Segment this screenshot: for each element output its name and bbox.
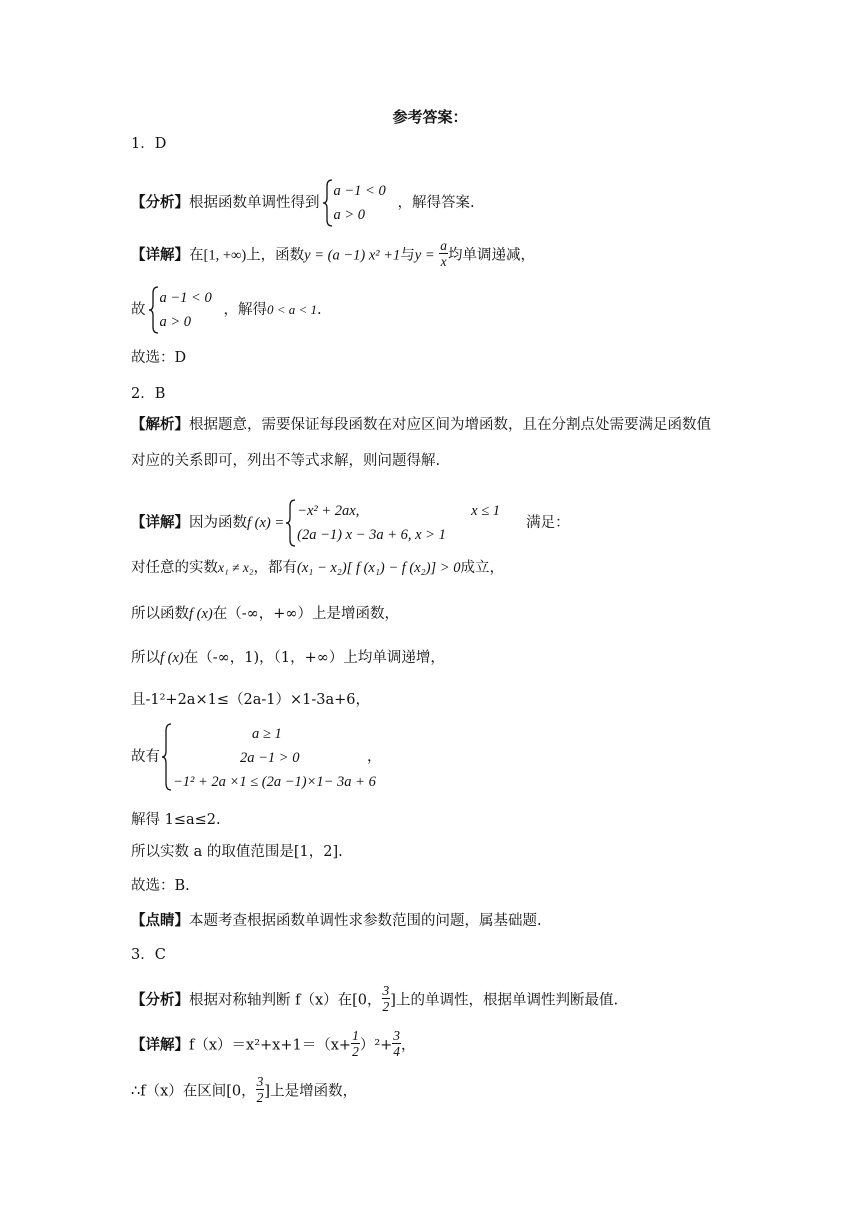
sys-row-3: −1² + 2a ×1 ≤ (2a −1)×1− 3a + 6 xyxy=(173,774,376,790)
q1-detail xyxy=(131,240,535,271)
fraction-3-over-4 xyxy=(392,1028,401,1059)
denominator: 2 xyxy=(256,1090,264,1105)
left-brace-icon xyxy=(148,285,160,335)
text: 所以函数 xyxy=(131,606,189,622)
left-brace-icon xyxy=(161,722,173,792)
analysis-tag: 【分析】 xyxy=(131,992,189,1009)
sys-row-1: a −1 < 0 xyxy=(159,290,212,306)
q2-condition: 且-1²+2a×1≤（2a-1）×1-3a+6， xyxy=(131,692,370,708)
denominator: 2 xyxy=(352,1044,359,1059)
q2-solve: 解得 1≤a≤2. xyxy=(131,812,221,828)
text: . xyxy=(317,302,322,318)
sys-row-2: a > 0 xyxy=(333,207,366,223)
text: ∴f（x）在区间[0， xyxy=(131,1083,256,1100)
denominator: 2 xyxy=(382,999,390,1014)
text: 故 xyxy=(131,302,146,318)
f-of-x: f (x) xyxy=(160,650,184,666)
text: 满足： xyxy=(526,515,570,531)
q2-answer: 故选：B. xyxy=(131,878,190,894)
text: 上，函数 xyxy=(246,247,305,264)
q2-number: 2．B xyxy=(131,386,166,402)
fraction-3-over-2 xyxy=(382,983,391,1014)
x1-neq-x2: x₁ ≠ x₂ xyxy=(218,560,254,575)
function-2-lhs: y = xyxy=(414,247,435,264)
interval: [1, +∞) xyxy=(203,247,247,264)
piece-2-expr: (2a −1) x − 3a + 6, x > 1 xyxy=(297,527,446,543)
text: 根据题意，需要保证每段函数在对应区间为增函数，且在分割点处需要满足函数值 xyxy=(189,417,711,433)
q2-detail xyxy=(131,498,570,548)
page-title: 参考答案： xyxy=(392,108,468,126)
numerator: 3 xyxy=(256,1074,264,1089)
text: 对任意的实数 xyxy=(131,560,218,576)
q3-analysis xyxy=(131,985,618,1016)
q2-analysis-line2: 对应的关系即可，列出不等式求解，则问题得解. xyxy=(131,453,441,469)
text: ）²+ xyxy=(359,1037,393,1054)
sys-row-1: a ≥ 1 xyxy=(252,726,282,742)
q1-therefore xyxy=(131,285,322,335)
text: 因为函数 xyxy=(189,515,247,531)
sys-row-2: a > 0 xyxy=(159,314,192,330)
text: 所以 xyxy=(131,650,160,666)
solve-result: 0 < a < 1 xyxy=(267,302,318,317)
q3-detail xyxy=(131,1030,416,1061)
text: f（x）＝x²+x+1＝（x+ xyxy=(189,1037,352,1054)
denominator: 4 xyxy=(393,1044,401,1059)
text: ]上是增函数， xyxy=(264,1083,358,1100)
piece-1-expr: −x² + 2ax, xyxy=(297,503,360,519)
q3-number: 3．C xyxy=(131,947,166,963)
text: ]上的单调性，根据单调性判断最值. xyxy=(390,992,619,1009)
sys-row-2: 2a −1 > 0 xyxy=(240,750,300,766)
analysis-tail: ，解得答案. xyxy=(397,195,475,211)
text: ，解得 xyxy=(223,302,267,318)
text: ， xyxy=(367,749,382,765)
numerator: 3 xyxy=(382,983,390,998)
denominator: x xyxy=(440,254,447,269)
q3-conclusion xyxy=(131,1076,357,1107)
fraction-3-over-2 xyxy=(256,1074,265,1105)
text: 在（-∞，1)，（1，+∞）上均单调递增， xyxy=(183,650,445,666)
text: 在（-∞，+∞）上是增函数， xyxy=(212,606,399,622)
numerator: 1 xyxy=(352,1028,359,1043)
inequality: (x₁ − x₂)[ f (x₁) − f (x₂)] > 0 xyxy=(297,560,461,576)
text: ，都有 xyxy=(253,560,298,576)
q2-increasing-2 xyxy=(131,648,445,668)
numerator: 3 xyxy=(393,1028,401,1043)
detail-tag: 【详解】 xyxy=(131,1037,189,1054)
text: 根据对称轴判断 f（x）在[0， xyxy=(189,992,382,1009)
fraction-1-over-2 xyxy=(351,1028,360,1059)
text: 在 xyxy=(189,247,204,264)
q1-answer: 故选：D xyxy=(131,350,187,366)
text: 均单调递减， xyxy=(448,247,535,264)
q2-increasing xyxy=(131,604,399,624)
analysis-text: 根据函数单调性得到 xyxy=(189,195,320,211)
analysis-tag: 【解析】 xyxy=(131,417,189,433)
text: ， xyxy=(401,1037,416,1054)
inequality-system xyxy=(161,722,376,792)
detail-tag: 【详解】 xyxy=(131,515,189,531)
text: 故有 xyxy=(131,749,160,765)
sys-row-1: a −1 < 0 xyxy=(333,183,386,199)
fraction-a-over-x xyxy=(439,238,448,269)
q2-analysis-line1 xyxy=(131,415,711,435)
function-name: f (x) = xyxy=(247,515,285,531)
q2-any-real xyxy=(131,558,504,578)
text: 成立， xyxy=(460,560,504,576)
q2-comment xyxy=(131,911,542,931)
detail-tag: 【详解】 xyxy=(131,247,189,264)
q1-analysis xyxy=(131,178,475,228)
system-2 xyxy=(148,285,222,335)
analysis-tag: 【分析】 xyxy=(131,195,189,211)
left-brace-icon xyxy=(285,498,297,548)
comment-tag: 【点睛】 xyxy=(131,913,189,929)
left-brace-icon xyxy=(322,178,334,228)
numerator: a xyxy=(440,238,447,253)
text: 与 xyxy=(400,247,415,264)
f-of-x: f (x) xyxy=(189,606,213,622)
analysis-system xyxy=(322,178,396,228)
piecewise-function xyxy=(285,498,525,548)
q2-range: 所以实数 a 的取值范围是[1，2]. xyxy=(131,844,343,860)
q1-number: 1．D xyxy=(131,136,167,152)
piece-1-cond: x ≤ 1 xyxy=(471,503,501,519)
function-1: y = (a −1) x² +1 xyxy=(304,247,401,264)
text: 本题考查根据函数单调性求参数范围的问题，属基础题. xyxy=(189,913,542,929)
